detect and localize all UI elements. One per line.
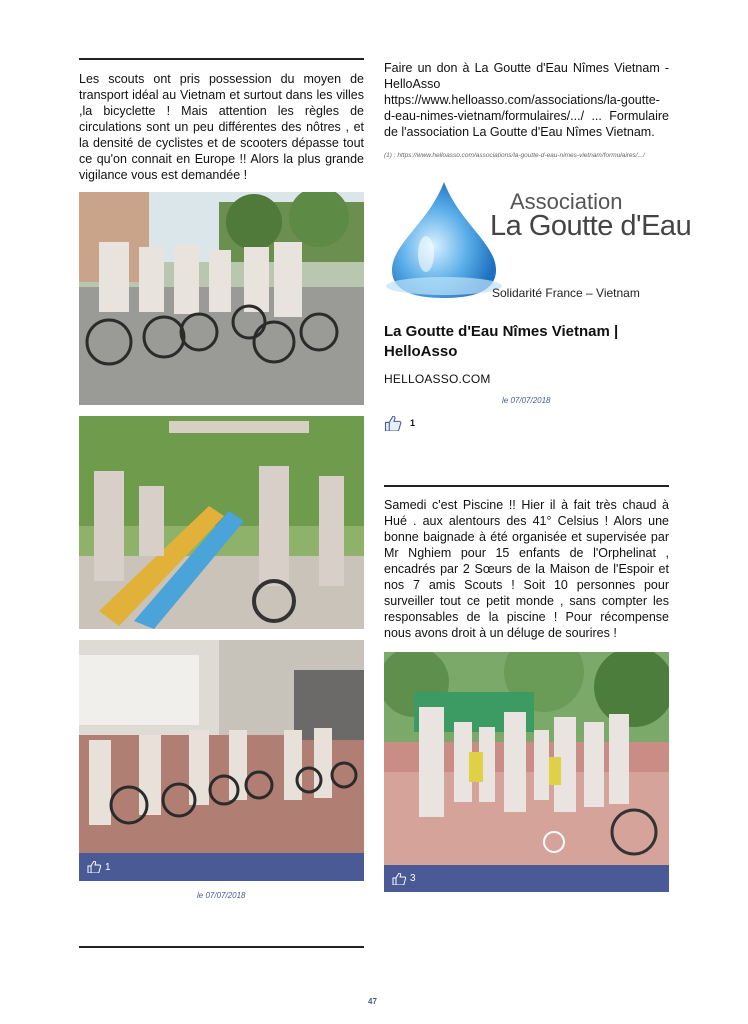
thumbs-up-icon: [87, 861, 101, 873]
right-date-1: le 07/07/2018: [502, 396, 551, 405]
left-top-rule: [79, 58, 364, 60]
thumbs-up-icon: [392, 873, 406, 885]
piscine-paragraph: Samedi c'est Piscine !! Hier il à fait très chaud à Hué . aux alentours des 41° Celsius ! Alors une bonne baignade à été organisée et supervisée par Mr Nghiem pour 15 enfants de l'Orphelinat , encadrés par 2 Sœurs de la Maison de l'Espoir et nos 7 amis Scouts ! Soit 10 personnes pour surveiller tout ce petit monde , sans compter les responsables de la piscine ! Pour récompense nous avons droit à un déluge de sourires !: [384, 498, 669, 640]
bicycle-street-photo: [79, 192, 364, 405]
left-like-bar[interactable]: [79, 853, 364, 881]
logo-tagline: Solidarité France – Vietnam: [492, 286, 640, 300]
left-like-count: 1: [105, 861, 111, 873]
link-domain: HELLOASSO.COM: [384, 372, 491, 386]
left-date: le 07/07/2018: [197, 891, 246, 900]
right-like-bar[interactable]: [384, 865, 669, 892]
bicycle-paragraph: Les scouts ont pris possession du moyen de transport idéal au Vietnam et surtout dans les villes ,la bicyclette ! Mais attention les règles de circulations sont un peu différentes des nôtres , et la densité de cyclistes et de scooters dépasse tout ce qu'on connait en Europe !! Alors la plus grande vigilance vous est demandée !: [79, 72, 364, 182]
logo-name-text: La Goutte d'Eau: [490, 210, 692, 242]
donation-paragraph: Faire un don à La Goutte d'Eau Nîmes Vietnam - HelloAsso https://www.helloasso.com/associations/la-goutte-d-eau-nimes-vietnam/formulaires/.../ ... Formulaire de l'association La Goutte d'Eau Nîmes Vietnam.: [384, 61, 669, 139]
right-mid-rule: [384, 485, 669, 487]
thumbs-up-icon[interactable]: [384, 416, 402, 431]
bicycle-courtyard-photo: [79, 640, 364, 853]
playground-slide-photo: [79, 416, 364, 629]
group-photo-pool: [384, 652, 669, 865]
reaction-count: 1: [410, 418, 416, 428]
link-title[interactable]: La Goutte d'Eau Nîmes Vietnam | HelloAsso: [384, 323, 619, 360]
page-number: 47: [368, 997, 377, 1006]
donation-footnote: (1) : https://www.helloasso.com/associations/la-goutte-d-eau-nimes-vietnam/formulaires/.../: [384, 152, 645, 159]
left-bottom-rule: [79, 946, 364, 948]
logo-association-text: Association: [510, 189, 623, 214]
right-like-count: 3: [410, 873, 416, 884]
